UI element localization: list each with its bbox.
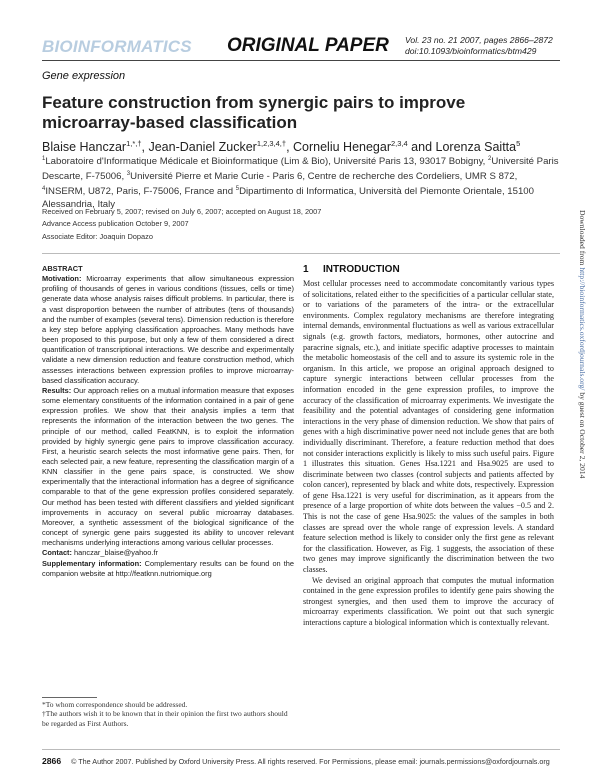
abstract (42, 264, 294, 579)
doi-line[interactable]: doi:10.1093/bioinformatics/btm429 (405, 45, 537, 56)
advance-access-line: Advance Access publication October 9, 2007 (42, 219, 189, 229)
supplementary-label: Supplementary information: (42, 558, 142, 568)
motivation-label: Motivation: (42, 274, 82, 284)
affil-marker: 1 (42, 156, 46, 162)
affil-marker: 5 (235, 186, 240, 193)
abstract-rule (42, 253, 560, 254)
footnote-rule (42, 697, 97, 698)
author-affil-marker: 2,3,4 (391, 139, 408, 148)
contact-label: Contact: (42, 548, 72, 558)
section-title: INTRODUCTION (323, 264, 400, 275)
page-number: 2866 (42, 756, 62, 766)
author-name: Blaise Hanczar (42, 140, 127, 155)
affiliations (42, 153, 562, 211)
affil-marker: 3 (126, 171, 131, 178)
motivation-text: Microarray experiments that allow simultaneous expression profiling of thousands of genes in various conditions (tissues, cells or time) generate data whose analysis raises difficult problems. In particular, there is a vast disproportion between the number of attributes (tens of thousands) and the number of examples (several tens). Dimension reduction is therefore a key step before applying classification approaches. Many methods have been proposed to this purpose, but only a few of them considered a direct quantification of transcriptional interactions. We describe and experimentally validate a new dimension reduction and feature construction method, which assesses interactions between expression profiles to improve microarray-based classification accuracy. (42, 274, 294, 385)
author-list: Blaise Hanczar$^{1,*,\dagger}$, Jean-Daniel Zucker$^{1,2,3,4,\dagger}$, Corneliu Henegar$^{2,3,4}$ and Lorenza Saitta$^5$ (42, 139, 521, 155)
affil-marker: 4 (42, 186, 46, 193)
copyright-text: © The Author 2007. Published by Oxford University Press. All rights reserved. For Permissions, please email: journals.permissions@oxfordjournals.org (71, 757, 550, 766)
affil-text: Université Paris Descarte, F-75006, (42, 156, 559, 183)
page-footer (42, 756, 562, 766)
journal-name: BIOINFORMATICS (42, 37, 192, 56)
abstract-results (42, 386, 294, 549)
affil-text: Université Pierre et Marie Curie - Paris 6, Centre de recherche des Cordeliers, UMR S 872, (130, 171, 518, 183)
volume-line: Vol. 23 no. 21 2007, pages 2866–2872 (405, 35, 553, 45)
section-number: 1 (303, 264, 309, 275)
supplementary-text: Complementary results can be found on the companion website at http://featknn.nutriomique.org (42, 558, 294, 578)
results-label: Results: (42, 385, 72, 395)
affil-text: Laboratoire d'Informatique Médicale et Bioinformatique (Lim & Bio), Université Paris 13, 93017 Bobigny, (45, 156, 486, 168)
author-affil-marker: 5 (516, 139, 521, 148)
footnote: †The authors wish it to be known that in their opinion the first two authors should be regarded as First Authors. (42, 709, 288, 728)
author-name: Jean-Daniel Zucker (148, 140, 257, 155)
author-name: Corneliu Henegar (293, 140, 391, 155)
received-line: Received on February 5, 2007; revised on July 6, 2007; accepted on August 18, 2007 (42, 207, 322, 216)
author-name: Lorenza Saitta (435, 140, 517, 155)
abstract-heading: ABSTRACT (42, 264, 83, 273)
paper-title: Feature construction from synergic pairs to improve microarray-based classification (42, 93, 466, 132)
affil-text: Dipartimento di Informatica, Università del Piemonte Orientale, 15100 Alessandria, Italy (42, 186, 534, 210)
abstract-contact (42, 548, 294, 558)
volume-info (405, 35, 553, 56)
watermark-suffix: by guest on October 2, 2014 (578, 392, 587, 479)
download-watermark (573, 210, 587, 730)
header-rule (42, 60, 560, 61)
author-affil-marker: 1,2,3,4,† (256, 139, 287, 148)
author-affil-marker: 1,*,† (126, 139, 142, 148)
abstract-motivation (42, 274, 294, 386)
footnote: *To whom correspondence should be addressed. (42, 700, 188, 709)
affil-marker: 2 (488, 156, 492, 162)
intro-paragraph: Most cellular processes need to accommodate concomitantly various types of solicitations, related either to the specificities of a particular cellular state, or to variations of the parameters of the intra- or the extracellular environments. Complex regulatory mechanisms are therefore integrating internal demands, environmental fluctuations as well as various extracellular signals (e.g. growth factors, mediators, hormones, other autocrine and paracrine signals, etc.), and initiate specific adaptive processes to maintain the metabolic homeostasis of the cell and to assure its systemic role in the organism. In this article, we propose an original approach designed to capture synergic interactions between cellular processes from the information encoded in the gene expression profiles, to improve the accuracy of the classification of microarray experiments. We investigate the feasibility and the potential advantages of considering gene information interactions in the very phase of dimension reduction. We show that pairs of genes with a high discriminative power need not include genes that are both individually discriminant. Therefore, a feature reduction method that does not consider interactions explicitly is likely to miss such useful pairs. Figure 1 illustrates this situation. Genes Hsa.1221 and Hsa.9025 are used to discriminate between two classes (control subjects and patients affected by colon cancer), represented by black and white dots, respectively. Expression of gene Hsa.1221 is very useful for discrimination, as it appears from the presence of a large proportion of white dots between the values −0.5 and 2. This is not the case of gene Hsa.9025: the values of the samples in both classes are spread over the whole range of expression levels. A standard feature selection method is likely to consider only the first gene as relevant for the classification. However, as Fig. 1 suggests, the association of these two genes may improve significantly the discrimination between the two classes. (303, 279, 554, 575)
intro-body (303, 279, 554, 629)
watermark-prefix: Downloaded from (578, 210, 587, 266)
publication-dates (42, 206, 562, 243)
footer-rule (42, 749, 560, 750)
watermark-link[interactable]: http://bioinformatics.oxfordjournals.org/ (578, 267, 587, 391)
contact-email[interactable]: hanczar_blaise@yahoo.fr (74, 548, 158, 558)
affil-text: INSERM, U872, Paris, F-75006, France and (45, 186, 234, 198)
intro-heading (303, 264, 400, 275)
paper-type: ORIGINAL PAPER (227, 35, 389, 56)
footnotes (42, 700, 294, 728)
associate-editor-line: Associate Editor: Joaquin Dopazo (42, 231, 153, 241)
abstract-supplementary (42, 559, 294, 579)
intro-paragraph: We devised an original approach that computes the mutual information contained in the gene expression profiles to identify gene pairs showing the strongest synergies, and then used them to improve the accuracy of microarray experiments classification. We point out that such synergic interactions capture a biological information which is contextually relevant. (303, 575, 554, 627)
results-text: Our approach relies on a mutual information measure that exposes some elementary constituents of the information contained in a pair of gene expression profiles. We show that their analysis implies a term that represents the information of the interaction between the two genes. The principle of our method, called FeatKNN, is to exploit the information provided by highly synergic gene pairs to improve classification accuracy. First, a heuristic search selects the most informative gene pairs. Then, for each selected pair, a new feature, representing the classification margin of a KNN classifier in the gene pairs space, is constructed. We show experimentally that the interactional information has a degree of significance comparable to that of the gene expression profiles considered separately. Our method has been tested with different classifiers and yielded significant improvements in accuracy on several public microarray databases. Moreover, a synthetic assessment of the biological significance of the concept of synergic gene pairs suggested its ability to uncover relevant mechanisms underlying interactions among various cellular processes. (42, 385, 294, 548)
section-label: Gene expression (42, 70, 126, 82)
